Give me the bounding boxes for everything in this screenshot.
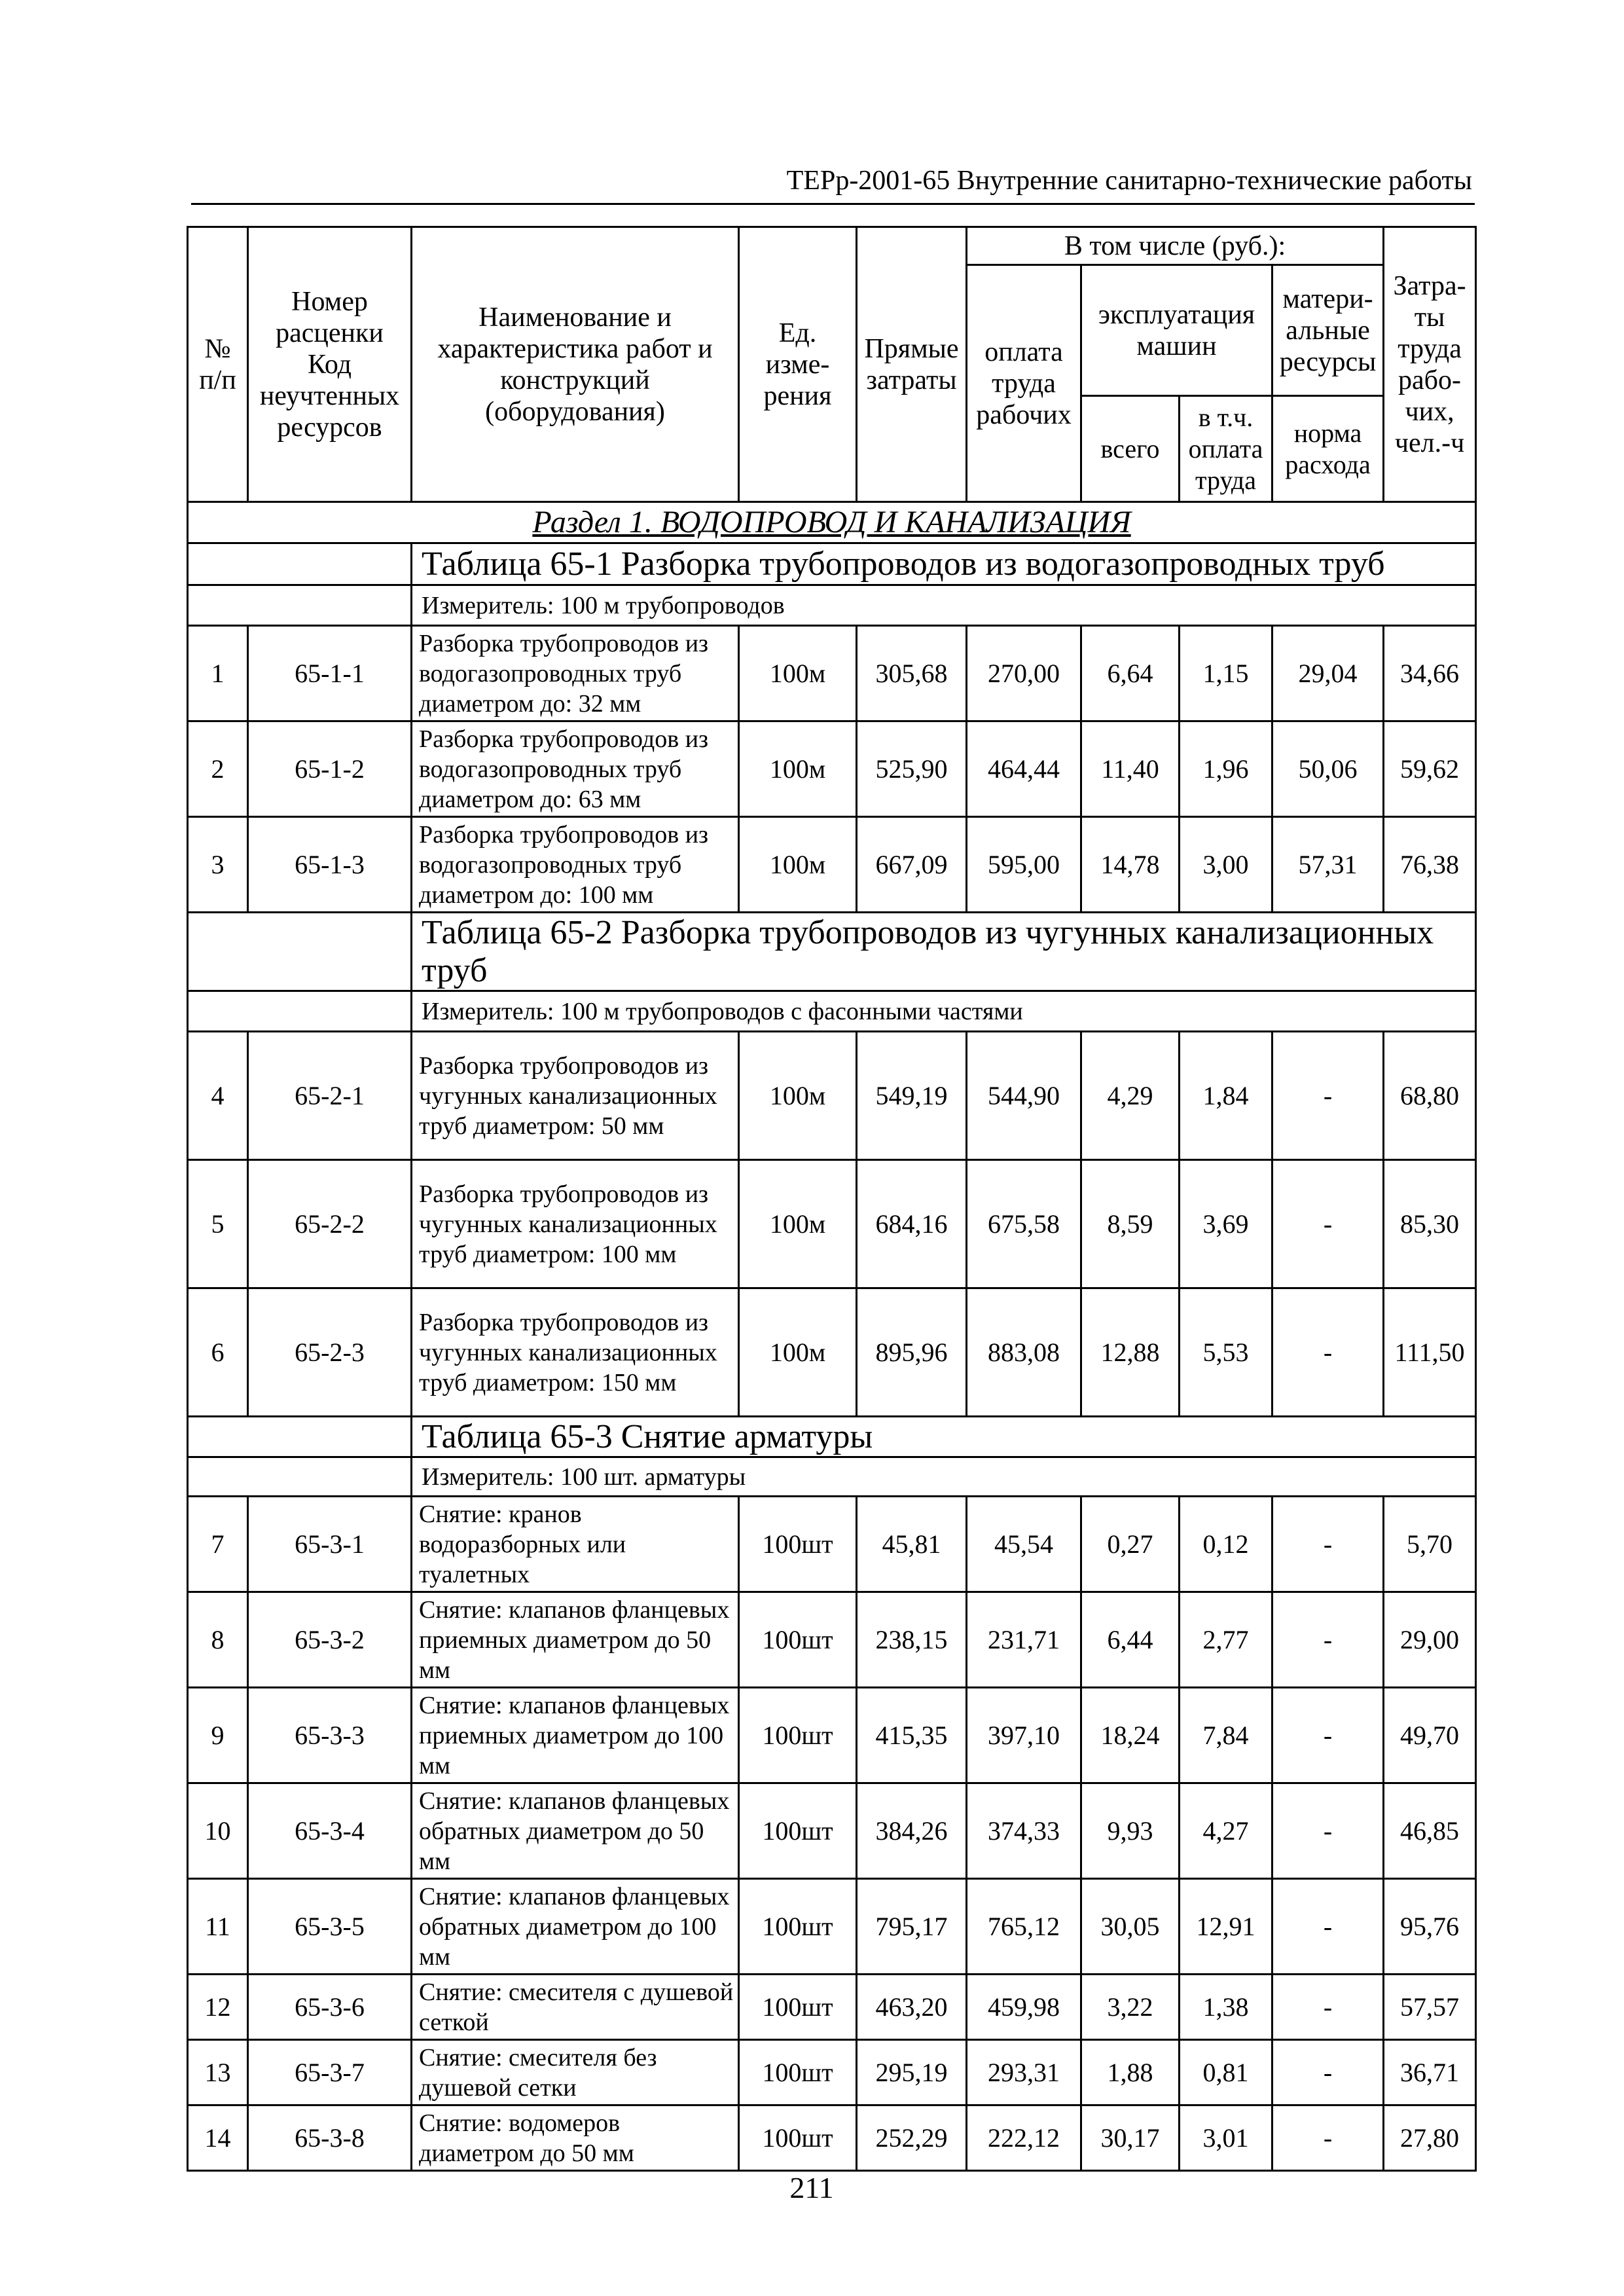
row-materials: - xyxy=(1272,1783,1384,1879)
table-row xyxy=(188,2105,1476,2171)
table-meter: Измеритель: 100 м трубопроводов xyxy=(412,585,1476,626)
row-machines-wages: 2,77 xyxy=(1180,1592,1272,1688)
row-machines-wages: 4,27 xyxy=(1180,1783,1272,1879)
row-direct: 252,29 xyxy=(857,2105,967,2171)
row-labor: 27,80 xyxy=(1384,2105,1476,2171)
row-labor: 46,85 xyxy=(1384,1783,1476,1879)
table-row xyxy=(188,1032,1476,1160)
row-num: 12 xyxy=(188,1975,248,2040)
row-name: Снятие: клапанов фланцевых обратных диаметром до 50 мм xyxy=(412,1783,739,1879)
row-machines: 0,27 xyxy=(1081,1497,1180,1592)
table-row xyxy=(188,626,1476,721)
row-labor: 36,71 xyxy=(1384,2040,1476,2105)
row-code: 65-3-4 xyxy=(248,1783,412,1879)
row-code: 65-2-2 xyxy=(248,1160,412,1288)
col-header-materials: матери- альные ресурсы xyxy=(1272,265,1384,396)
row-unit: 100м xyxy=(739,1032,857,1160)
row-name: Снятие: водомеров диаметром до 50 мм xyxy=(412,2105,739,2171)
row-code: 65-3-3 xyxy=(248,1688,412,1783)
row-unit: 100м xyxy=(739,1288,857,1417)
row-wages: 883,08 xyxy=(967,1288,1081,1417)
table-row xyxy=(188,1160,1476,1288)
row-name: Разборка трубопроводов из чугунных канализационных труб диаметром: 150 мм xyxy=(412,1288,739,1417)
row-machines-wages: 1,84 xyxy=(1180,1032,1272,1160)
row-machines-wages: 3,01 xyxy=(1180,2105,1272,2171)
row-unit: 100шт xyxy=(739,2040,857,2105)
row-code: 65-1-3 xyxy=(248,817,412,913)
row-direct: 305,68 xyxy=(857,626,967,721)
row-name: Снятие: клапанов фланцевых приемных диаметром до 50 мм xyxy=(412,1592,739,1688)
row-materials: 50,06 xyxy=(1272,721,1384,817)
row-wages: 231,71 xyxy=(967,1592,1081,1688)
row-name: Разборка трубопроводов из водогазопроводных труб диаметром до: 32 мм xyxy=(412,626,739,721)
row-machines: 30,17 xyxy=(1081,2105,1180,2171)
table-title-spacer xyxy=(188,1417,412,1457)
row-direct: 415,35 xyxy=(857,1688,967,1783)
row-code: 65-3-1 xyxy=(248,1497,412,1592)
row-direct: 667,09 xyxy=(857,817,967,913)
row-code: 65-3-5 xyxy=(248,1879,412,1975)
row-machines: 4,29 xyxy=(1081,1032,1180,1160)
row-labor: 85,30 xyxy=(1384,1160,1476,1288)
row-machines: 8,59 xyxy=(1081,1160,1180,1288)
row-direct: 895,96 xyxy=(857,1288,967,1417)
table-title-spacer xyxy=(188,913,412,991)
row-name: Разборка трубопроводов из чугунных канализационных труб диаметром: 100 мм xyxy=(412,1160,739,1288)
col-header-direct: Прямые затраты xyxy=(857,227,967,502)
row-materials: 29,04 xyxy=(1272,626,1384,721)
meter-spacer xyxy=(188,991,412,1032)
row-unit: 100шт xyxy=(739,1592,857,1688)
row-num: 2 xyxy=(188,721,248,817)
col-header-code: Номер расценки Код неучтенных ресурсов xyxy=(248,227,412,502)
row-direct: 463,20 xyxy=(857,1975,967,2040)
row-num: 11 xyxy=(188,1879,248,1975)
row-machines: 9,93 xyxy=(1081,1783,1180,1879)
row-materials: - xyxy=(1272,2040,1384,2105)
row-materials: - xyxy=(1272,2105,1384,2171)
row-num: 8 xyxy=(188,1592,248,1688)
page-number: 211 xyxy=(789,2171,834,2204)
row-labor: 57,57 xyxy=(1384,1975,1476,2040)
row-materials: 57,31 xyxy=(1272,817,1384,913)
row-code: 65-1-2 xyxy=(248,721,412,817)
col-header-unit: Ед. изме- рения xyxy=(739,227,857,502)
row-machines-wages: 5,53 xyxy=(1180,1288,1272,1417)
row-labor: 59,62 xyxy=(1384,721,1476,817)
row-num: 10 xyxy=(188,1783,248,1879)
row-machines: 6,64 xyxy=(1081,626,1180,721)
row-machines-wages: 1,96 xyxy=(1180,721,1272,817)
row-num: 1 xyxy=(188,626,248,721)
row-num: 14 xyxy=(188,2105,248,2171)
col-header-machines: эксплуатация машин xyxy=(1081,265,1272,396)
row-materials: - xyxy=(1272,1975,1384,2040)
row-num: 4 xyxy=(188,1032,248,1160)
row-code: 65-3-7 xyxy=(248,2040,412,2105)
row-wages: 293,31 xyxy=(967,2040,1081,2105)
row-materials: - xyxy=(1272,1497,1384,1592)
table-title: Таблица 65-2 Разборка трубопроводов из чугунных канализационных труб xyxy=(412,913,1476,991)
row-name: Разборка трубопроводов из водогазопроводных труб диаметром до: 100 мм xyxy=(412,817,739,913)
row-wages: 595,00 xyxy=(967,817,1081,913)
row-unit: 100м xyxy=(739,1160,857,1288)
running-header: ТЕРр-2001-65 Внутренние санитарно-технические работы xyxy=(786,166,1472,196)
row-wages: 675,58 xyxy=(967,1160,1081,1288)
row-num: 13 xyxy=(188,2040,248,2105)
row-machines-wages: 7,84 xyxy=(1180,1688,1272,1783)
row-machines-wages: 0,12 xyxy=(1180,1497,1272,1592)
table-row xyxy=(188,1975,1476,2040)
row-labor: 34,66 xyxy=(1384,626,1476,721)
row-materials: - xyxy=(1272,1288,1384,1417)
row-materials: - xyxy=(1272,1160,1384,1288)
row-machines-wages: 1,38 xyxy=(1180,1975,1272,2040)
row-materials: - xyxy=(1272,1688,1384,1783)
col-header-including: В том числе (руб.): xyxy=(967,227,1384,265)
row-machines-wages: 1,15 xyxy=(1180,626,1272,721)
col-header-wages: оплата труда рабочих xyxy=(967,265,1081,502)
col-header-machines-wages: в т.ч. оплата труда xyxy=(1180,396,1272,502)
row-unit: 100шт xyxy=(739,1975,857,2040)
table-meter: Измеритель: 100 м трубопроводов с фасонными частями xyxy=(412,991,1476,1032)
table-meter: Измеритель: 100 шт. арматуры xyxy=(412,1457,1476,1497)
row-labor: 95,76 xyxy=(1384,1879,1476,1975)
row-labor: 111,50 xyxy=(1384,1288,1476,1417)
row-wages: 222,12 xyxy=(967,2105,1081,2171)
row-direct: 238,15 xyxy=(857,1592,967,1688)
table-row xyxy=(188,1879,1476,1975)
row-unit: 100шт xyxy=(739,1879,857,1975)
row-labor: 76,38 xyxy=(1384,817,1476,913)
price-table xyxy=(187,226,1477,2172)
row-materials: - xyxy=(1272,1032,1384,1160)
row-direct: 684,16 xyxy=(857,1160,967,1288)
row-wages: 765,12 xyxy=(967,1879,1081,1975)
row-machines: 30,05 xyxy=(1081,1879,1180,1975)
meter-spacer xyxy=(188,585,412,626)
row-name: Разборка трубопроводов из чугунных канализационных труб диаметром: 50 мм xyxy=(412,1032,739,1160)
row-direct: 295,19 xyxy=(857,2040,967,2105)
row-machines-wages: 0,81 xyxy=(1180,2040,1272,2105)
row-unit: 100м xyxy=(739,817,857,913)
row-labor: 5,70 xyxy=(1384,1497,1476,1592)
row-machines: 11,40 xyxy=(1081,721,1180,817)
row-materials: - xyxy=(1272,1879,1384,1975)
row-machines-wages: 12,91 xyxy=(1180,1879,1272,1975)
row-labor: 49,70 xyxy=(1384,1688,1476,1783)
row-wages: 544,90 xyxy=(967,1032,1081,1160)
col-header-materials-norm: норма расхода xyxy=(1272,396,1384,502)
row-direct: 45,81 xyxy=(857,1497,967,1592)
row-num: 3 xyxy=(188,817,248,913)
row-num: 6 xyxy=(188,1288,248,1417)
row-labor: 68,80 xyxy=(1384,1032,1476,1160)
table-title-spacer xyxy=(188,543,412,585)
row-unit: 100шт xyxy=(739,1497,857,1592)
table-row xyxy=(188,721,1476,817)
table-row xyxy=(188,817,1476,913)
row-wages: 397,10 xyxy=(967,1688,1081,1783)
row-machines: 12,88 xyxy=(1081,1288,1180,1417)
col-header-num: № п/п xyxy=(188,227,248,502)
row-name: Снятие: кранов водоразборных или туалетных xyxy=(412,1497,739,1592)
table-row xyxy=(188,2040,1476,2105)
row-direct: 549,19 xyxy=(857,1032,967,1160)
col-header-name: Наименование и характеристика работ и конструкций (оборудования) xyxy=(412,227,739,502)
row-labor: 29,00 xyxy=(1384,1592,1476,1688)
row-machines: 6,44 xyxy=(1081,1592,1180,1688)
row-machines: 18,24 xyxy=(1081,1688,1180,1783)
row-name: Снятие: клапанов фланцевых обратных диаметром до 100 мм xyxy=(412,1879,739,1975)
row-machines: 1,88 xyxy=(1081,2040,1180,2105)
table-title: Таблица 65-1 Разборка трубопроводов из водогазопроводных труб xyxy=(412,543,1476,585)
row-wages: 459,98 xyxy=(967,1975,1081,2040)
row-wages: 45,54 xyxy=(967,1497,1081,1592)
row-direct: 795,17 xyxy=(857,1879,967,1975)
row-code: 65-3-2 xyxy=(248,1592,412,1688)
row-unit: 100шт xyxy=(739,2105,857,2171)
row-materials: - xyxy=(1272,1592,1384,1688)
row-wages: 374,33 xyxy=(967,1783,1081,1879)
row-num: 7 xyxy=(188,1497,248,1592)
row-code: 65-3-6 xyxy=(248,1975,412,2040)
col-header-machines-total: всего xyxy=(1081,396,1180,502)
row-name: Снятие: смесителя с душевой сеткой xyxy=(412,1975,739,2040)
table-row xyxy=(188,1592,1476,1688)
section-title-text: Раздел 1. ВОДОПРОВОД И КАНАЛИЗАЦИЯ xyxy=(532,505,1131,539)
section-title xyxy=(188,502,1476,543)
row-code: 65-1-1 xyxy=(248,626,412,721)
row-name: Снятие: клапанов фланцевых приемных диаметром до 100 мм xyxy=(412,1688,739,1783)
table-title: Таблица 65-3 Снятие арматуры xyxy=(412,1417,1476,1457)
table-row xyxy=(188,1288,1476,1417)
row-direct: 384,26 xyxy=(857,1783,967,1879)
row-code: 65-3-8 xyxy=(248,2105,412,2171)
table-row xyxy=(188,1688,1476,1783)
row-unit: 100м xyxy=(739,626,857,721)
row-code: 65-2-3 xyxy=(248,1288,412,1417)
row-code: 65-2-1 xyxy=(248,1032,412,1160)
row-machines: 3,22 xyxy=(1081,1975,1180,2040)
row-name: Разборка трубопроводов из водогазопроводных труб диаметром до: 63 мм xyxy=(412,721,739,817)
row-wages: 464,44 xyxy=(967,721,1081,817)
row-wages: 270,00 xyxy=(967,626,1081,721)
table-row xyxy=(188,1783,1476,1879)
table-row xyxy=(188,1497,1476,1592)
row-num: 9 xyxy=(188,1688,248,1783)
row-machines-wages: 3,69 xyxy=(1180,1160,1272,1288)
row-num: 5 xyxy=(188,1160,248,1288)
row-unit: 100шт xyxy=(739,1688,857,1783)
row-name: Снятие: смесителя без душевой сетки xyxy=(412,2040,739,2105)
row-machines: 14,78 xyxy=(1081,817,1180,913)
row-unit: 100шт xyxy=(739,1783,857,1879)
col-header-labor: Затра- ты труда рабо- чих, чел.-ч xyxy=(1384,227,1476,502)
row-unit: 100м xyxy=(739,721,857,817)
row-direct: 525,90 xyxy=(857,721,967,817)
meter-spacer xyxy=(188,1457,412,1497)
header-rule xyxy=(191,203,1475,205)
row-machines-wages: 3,00 xyxy=(1180,817,1272,913)
